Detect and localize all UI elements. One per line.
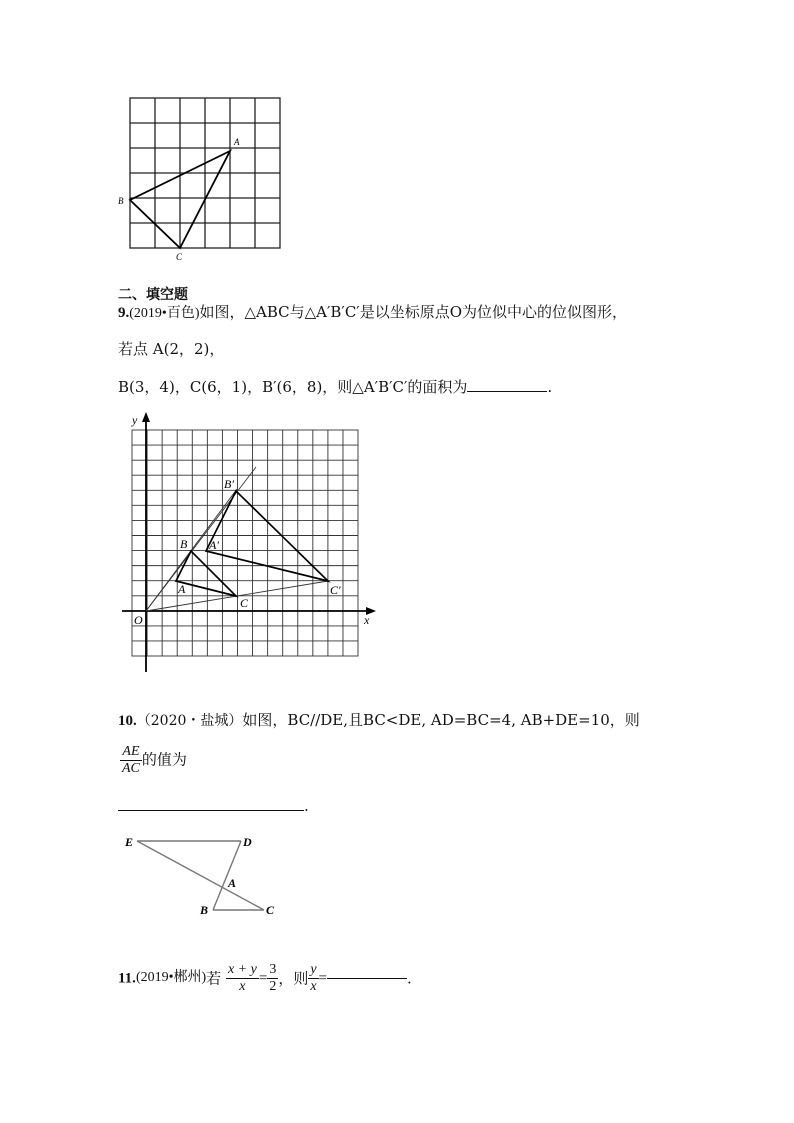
figure-1-grid-triangle bbox=[112, 92, 292, 262]
fig3-label-d: D bbox=[243, 835, 252, 849]
q10-line-1 bbox=[118, 711, 640, 730]
q11-frac3-den: x bbox=[310, 979, 317, 994]
fig3-label-a: A bbox=[228, 876, 237, 890]
q11-source: (2019•郴州) bbox=[135, 970, 207, 986]
q11-ruo: 若 bbox=[206, 969, 222, 988]
q10-end: . bbox=[304, 797, 309, 815]
q11-fraction-1 bbox=[226, 962, 259, 995]
q11-frac2-den: 2 bbox=[269, 979, 277, 994]
fig2-label-x: x bbox=[364, 613, 370, 627]
q10-line-2 bbox=[120, 744, 187, 777]
q11-frac1-num: x + y bbox=[227, 962, 257, 977]
q9-line3-text: B(3，4)，C(6，1)，B′(6，8)，则△A′B′C′的面积为 bbox=[118, 378, 468, 396]
q10-frac-num: AE bbox=[120, 744, 142, 761]
fig2-label-a: A bbox=[178, 582, 186, 596]
q9-line-2: 若点 A(2，2)， bbox=[118, 340, 225, 358]
fig3-label-e: E bbox=[125, 835, 134, 849]
fig2-label-c: C bbox=[240, 596, 249, 610]
q11-ze: ，则 bbox=[278, 969, 309, 988]
section-heading: 二、填空题 bbox=[118, 287, 188, 303]
fig2-label-c-prime: C′ bbox=[330, 583, 341, 597]
q10-source: （2020・盐城） bbox=[136, 713, 243, 729]
figure-3-parallel-lines bbox=[118, 828, 288, 920]
q10-answer-blank[interactable] bbox=[118, 810, 304, 811]
fig2-label-b-prime: B′ bbox=[224, 477, 234, 491]
q9-number: 9. bbox=[118, 305, 130, 321]
q9-source: (2019•百色) bbox=[129, 306, 200, 321]
q11-end: . bbox=[407, 969, 412, 988]
q11-number: 11. bbox=[118, 970, 136, 987]
q9-line-1 bbox=[118, 303, 627, 323]
fig3-label-b: B bbox=[200, 903, 209, 917]
fig3-label-c: C bbox=[266, 903, 275, 917]
q11-line bbox=[118, 962, 412, 995]
q11-answer-blank[interactable] bbox=[327, 978, 407, 979]
fig1-label-a: A bbox=[234, 137, 240, 147]
q11-fraction-2 bbox=[267, 962, 278, 995]
q10-line-3 bbox=[118, 797, 309, 815]
fig2-label-b: B bbox=[180, 537, 188, 551]
fig2-label-y: y bbox=[132, 413, 138, 427]
figure-2-coordinate-grid bbox=[118, 408, 383, 673]
q11-eq: = bbox=[258, 970, 268, 987]
q10-text: 如图，BC//DE,且BC<DE, AD=BC=4, AB+DE=10，则 bbox=[242, 711, 640, 729]
fig1-label-b: B bbox=[118, 196, 124, 206]
q9-line1-text: 如图，△ABC与△A′B′C′是以坐标原点O为位似中心的位似图形， bbox=[199, 303, 628, 321]
q9-line3-end: . bbox=[547, 378, 553, 396]
q11-eq2: = bbox=[318, 970, 328, 987]
fig2-label-a-prime: A′ bbox=[209, 538, 219, 552]
q11-frac3-num: y bbox=[310, 962, 317, 977]
q10-frac-den: AC bbox=[122, 761, 140, 776]
q10-fraction bbox=[120, 744, 142, 777]
q11-fraction-3 bbox=[308, 962, 318, 995]
q11-frac2-num: 3 bbox=[269, 962, 277, 977]
q10-after-frac: 的值为 bbox=[141, 750, 187, 769]
q9-line-3 bbox=[118, 378, 552, 396]
fig1-label-c: C bbox=[176, 252, 183, 262]
q11-frac1-den: x bbox=[239, 979, 246, 994]
fig2-label-o: O bbox=[134, 613, 143, 627]
q9-answer-blank[interactable] bbox=[467, 391, 547, 392]
q10-number: 10. bbox=[118, 713, 137, 729]
